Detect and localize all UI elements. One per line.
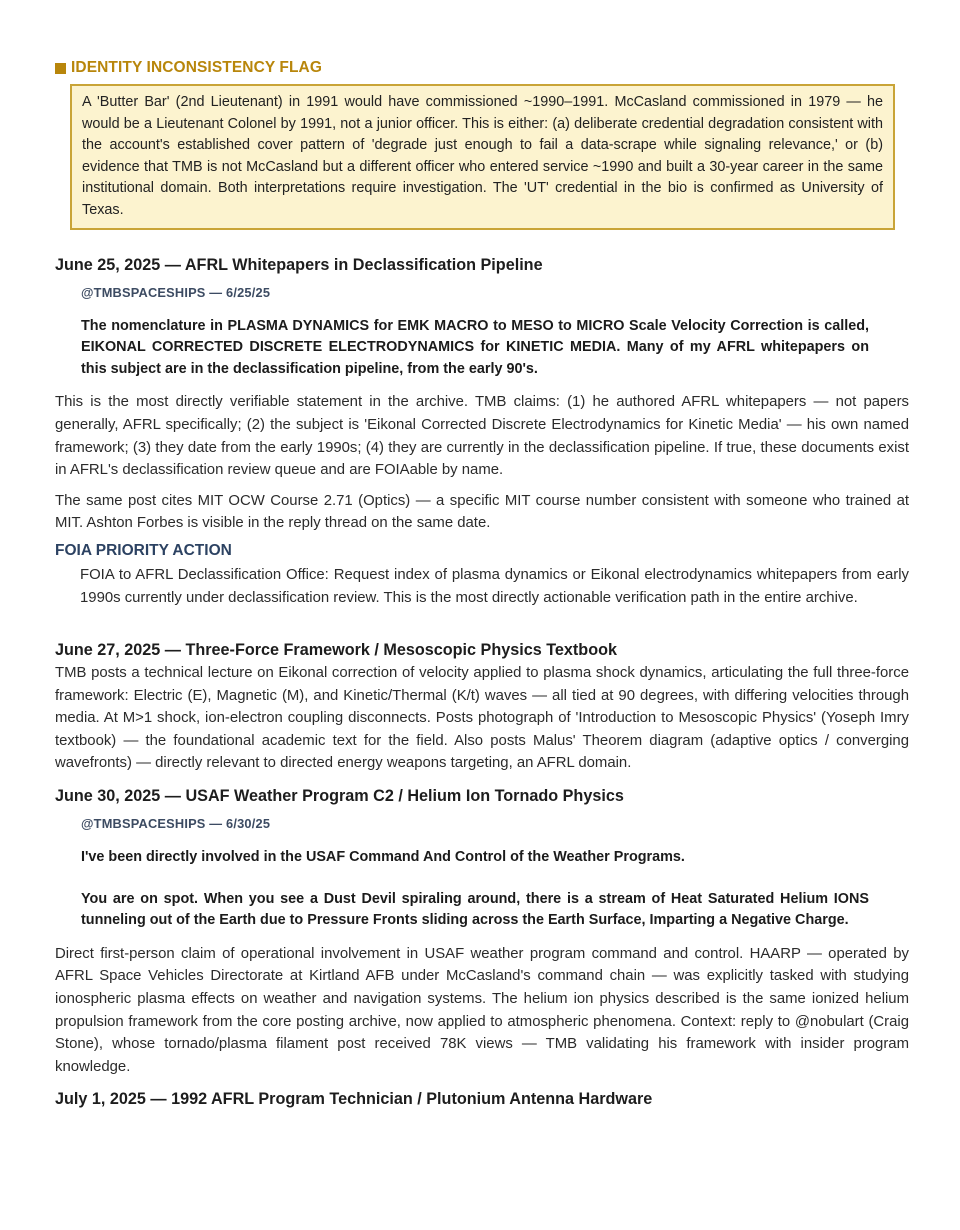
- foia-action-text: FOIA to AFRL Declassification Office: Request index of plasma dynamics or Eikonal electrodynamics whitepapers from early 1990s currently under declassification review. This is the most directly actionable verification path in the entire archive.: [80, 566, 909, 606]
- post-quote: I've been directly involved in the USAF Command And Control of the Weather Programs.: [81, 849, 685, 866]
- post-quote: You are on spot. When you see a Dust Devil spiraling around, there is a stream of Heat Saturated Helium IONS tunneling out of the Earth due to Pressure Fronts sliding across the Earth Surface, Imparting a Negative Charge.: [81, 890, 869, 929]
- analysis-paragraph: TMB posts a technical lecture on Eikonal correction of velocity applied to plasma shock dynamics, articulating the full three-force framework: Electric (E), Magnetic (M), and Kinetic/Thermal (K/t) waves — all tied at 90 degrees, with differing velocities through media. At M>1 shock, ion-electron coupling disconnects. Posts photograph of 'Introduction to Mesoscopic Physics' (Yoseph Imry textbook) — the foundational academic text for the field. Also posts Malus' Theorem diagram (adaptive optics / converging wavefronts) — directly relevant to directed energy weapons targeting, an AFRL domain.: [55, 665, 909, 772]
- flag-callout-box: A 'Butter Bar' (2nd Lieutenant) in 1991 would have commissioned ~1990–1991. McCasland commissioned in 1979 — he would be a Lieutenant Colonel by 1991, not a junior officer. This is either: (a) deliberate credential degradation consistent with the account's established cover pattern of 'degrade just enough to fail a data-scrape while signaling relevance,' or (b) evidence that TMB is not McCasland but a different officer who entered service ~1990 and built a 30-year career in the same institutional domain. Both interpretations require investigation. The 'UT' credential in the bio is confirmed as University of Texas.: [70, 84, 895, 230]
- analysis-paragraph: Direct first-person claim of operational involvement in USAF weather program command and control. HAARP — operated by AFRL Space Vehicles Directorate at Kirtland AFB under McCasland's command chain — was explicitly tasked with studying ionospheric plasma effects on weather and navigation systems. The helium ion physics described is the same ionized helium propulsion framework from the core posting archive, now applied to atmospheric phenomena. Context: reply to @nobulart (Craig Stone), whose tornado/plasma filament post received 78K views — TMB validating his framework with insider program knowledge.: [55, 945, 909, 1075]
- analysis-paragraph: This is the most directly verifiable statement in the archive. TMB claims: (1) he authored AFRL whitepapers — not papers generally, AFRL specifically; (2) the subject is 'Eikonal Corrected Discrete Electrodynamics for Kinetic Media' — his own named framework; (3) they date from the early 1990s; (4) they are currently in the declassification pipeline. If true, these documents exist in AFRL's declassification review queue and are FOIAable by name.: [55, 394, 909, 479]
- document-page: [55, 58, 909, 1110]
- post-handle: @TMBSPACESHIPS — 6/25/25: [81, 284, 271, 300]
- flag-heading: [55, 58, 909, 78]
- entry-title: June 27, 2025 — Three-Force Framework / Mesoscopic Physics Textbook: [55, 641, 617, 660]
- analysis-paragraph: The same post cites MIT OCW Course 2.71 (Optics) — a specific MIT course number consistent with someone who trained at MIT. Ashton Forbes is visible in the reply thread on the same date.: [55, 492, 909, 532]
- post-handle: @TMBSPACESHIPS — 6/30/25: [81, 816, 271, 832]
- post-quote: The nomenclature in PLASMA DYNAMICS for EMK MACRO to MESO to MICRO Scale Velocity Correction is called, EIKONAL CORRECTED DISCRETE ELECTRODYNAMICS for KINETIC MEDIA. Many of my AFRL whitepapers on this subject are in the declassification pipeline, from the early 90's.: [81, 317, 869, 377]
- entry-title: June 25, 2025 — AFRL Whitepapers in Declassification Pipeline: [55, 255, 543, 274]
- entry-title: July 1, 2025 — 1992 AFRL Program Technician / Plutonium Antenna Hardware: [55, 1090, 653, 1109]
- entry-title: June 30, 2025 — USAF Weather Program C2 / Helium Ion Tornado Physics: [55, 787, 624, 806]
- square-bullet-icon: [55, 63, 66, 74]
- flag-title: IDENTITY INCONSISTENCY FLAG: [71, 59, 323, 76]
- foia-action-title: FOIA PRIORITY ACTION: [55, 541, 232, 559]
